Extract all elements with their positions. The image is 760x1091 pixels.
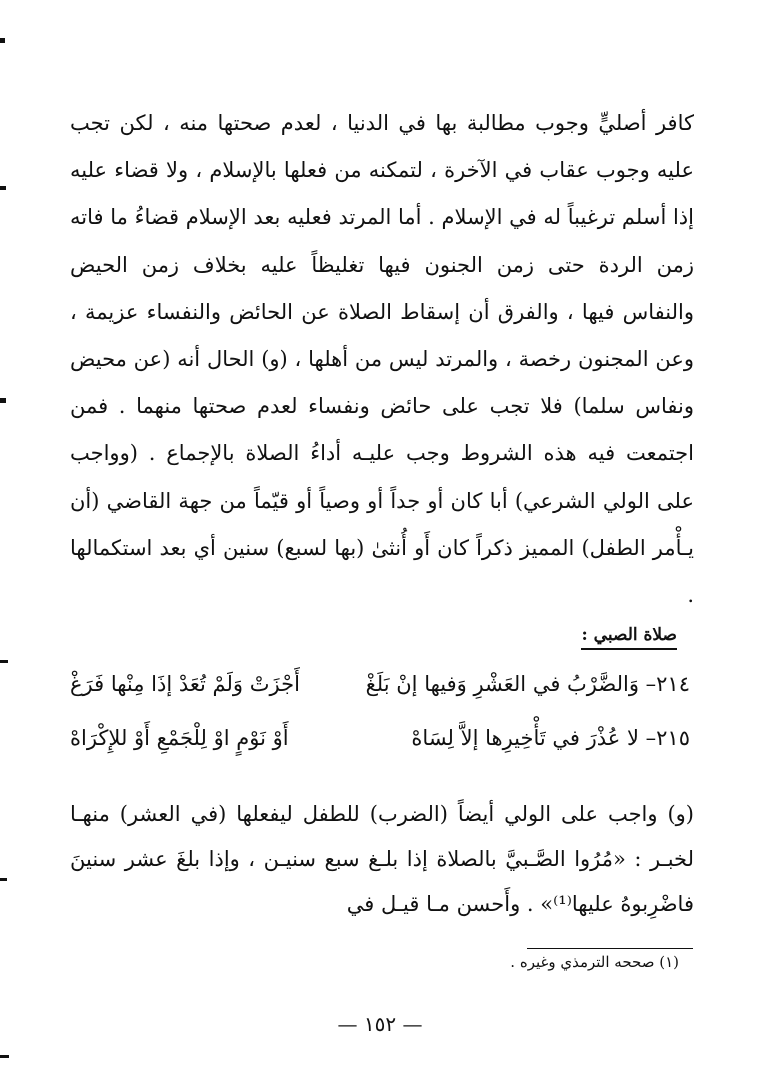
page-number: — ١٥٢ — xyxy=(337,1012,423,1036)
body-paragraph-2: (و) واجب على الولي أيضاً (الضرب) للطفل ليفعلها (في العشر) منهـا لخبـر : «مُرُوا الصَّـبيَّ بالصلاة إذا بلـغ سبع سنيـن ، وإذا بلغَ عشر سنينَ فاضْرِبوهُ عليها⁽¹⁾» . وأَحسن مـا قيـل في xyxy=(70,802,694,916)
scan-edge-mark xyxy=(0,398,6,403)
verse-214 xyxy=(70,672,690,716)
footnote: (١) صححه الترمذي وغيره . xyxy=(510,953,679,971)
section-title: صلاة الصبي : xyxy=(581,625,677,650)
footnote-divider xyxy=(527,948,693,949)
scan-edge-mark xyxy=(0,1055,9,1058)
scan-edge-mark xyxy=(0,38,5,43)
scan-edge-mark xyxy=(0,660,8,663)
scan-edge-mark xyxy=(0,878,7,881)
verse-215-first-hemistich: ٢١٥– لا عُذْرَ في تَأْخِيرِها إلاَّ لِسَاهْ xyxy=(411,726,690,750)
verse-215-second-hemistich: أَوْ نَوْمٍ اوْ لِلْجَمْعِ أَوْ للإِكْرَاهْ xyxy=(70,726,289,750)
body-paragraph-1: كافر أصليٍّ وجوب مطالبة بها في الدنيا ، لعدم صحتها منه ، لكن تجب عليه وجوب عقاب في الآخرة ، لتمكنه من فعلها بالإسلام ، ولا قضاء عليه إذا أسلم ترغيباً له في الإسلام . أما المرتد فعليه بعد الإسلام قضاءُ ما فاته زمن الردة حتى زمن الجنون فيها تغليظاً عليه بخلاف زمن الحيض والنفاس فيها ، والفرق أن إسقاط الصلاة عن الحائض والنفساء عزيمة ، وعن المجنون رخصة ، والمرتد ليس من أهلها ، (و) الحال أنه (عن محيض ونفاس سلما) فلا تجب على حائض ونفساء لعدم صحتها منهما . فمن اجتمعت فيه هذه الشروط وجب عليـه أداءُ الصلاة بالإجماع . (وواجب على الولي الشرعي) أبا كان أو جداً أو وصياً أو قيّماً من جهة القاضي (أن يـأْمر الطفل) المميز ذكراً كان أَو أُنثىٰ (بها لسبع) سنين أي بعد استكمالها . xyxy=(70,111,694,608)
verse-215 xyxy=(70,726,690,770)
verse-214-second-hemistich: أَجْزَتْ وَلَمْ تُعَدْ إذَا مِنْها فَرَغْ xyxy=(70,672,300,696)
scan-edge-mark xyxy=(0,186,6,190)
verse-214-first-hemistich: ٢١٤– وَالضَّرْبُ في العَشْرِ وَفيها إنْ بَلَغْ xyxy=(365,672,690,696)
